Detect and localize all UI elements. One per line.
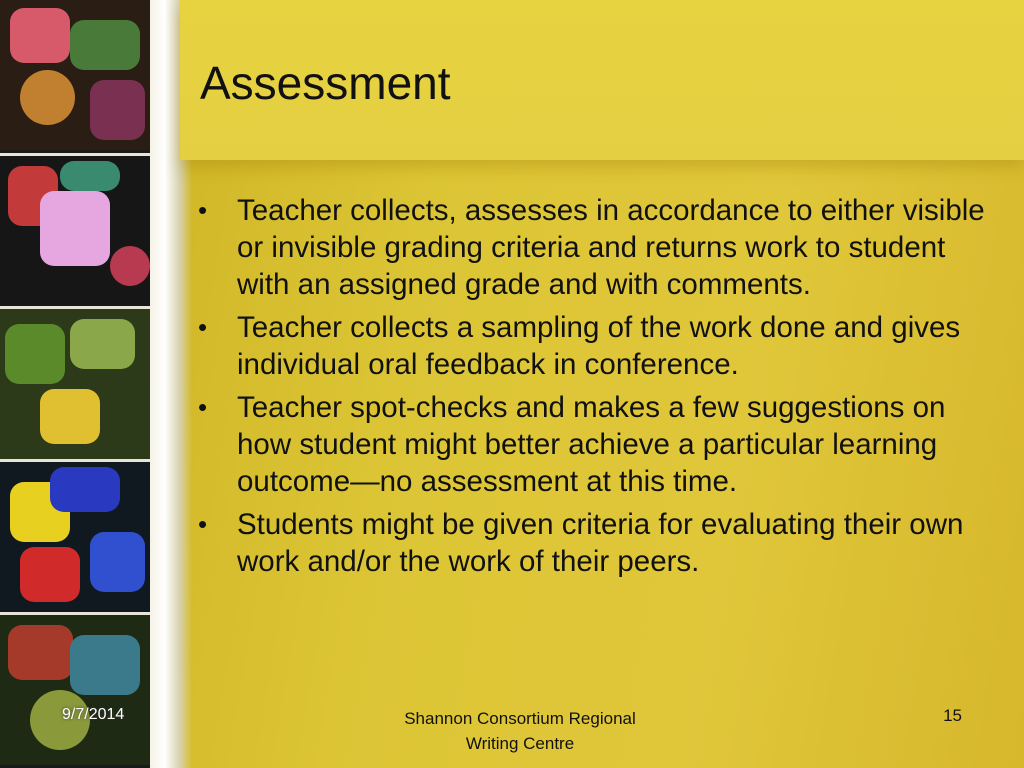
footer-org-line1: Shannon Consortium Regional	[404, 709, 636, 728]
footer-date: 9/7/2014	[62, 706, 125, 723]
bullet-text: Teacher spot-checks and makes a few suggestions on how student might better achieve a particular learning outcome—no assessment at this time.	[237, 391, 946, 498]
bullet-icon: •	[198, 312, 208, 342]
slide-footer	[0, 698, 1024, 768]
puzzle-tile	[0, 153, 160, 306]
bullet-list	[196, 192, 996, 586]
puzzle-collage-image	[0, 0, 160, 768]
page-number: 15	[943, 706, 962, 725]
puzzle-tile	[0, 0, 160, 150]
puzzle-tile	[0, 306, 160, 459]
footer-org-line2: Writing Centre	[465, 734, 575, 753]
bullet-icon: •	[198, 195, 208, 225]
slide-title: Assessment	[200, 57, 451, 109]
bullet-item	[196, 389, 996, 500]
footer-organization	[360, 706, 680, 756]
bullet-text: Students might be given criteria for evaluating their own work and/or the work of their peers.	[237, 508, 964, 578]
bullet-icon: •	[198, 509, 208, 539]
bullet-item	[196, 309, 996, 383]
bullet-item	[196, 506, 996, 580]
puzzle-tile	[0, 459, 160, 612]
bullet-item	[196, 192, 996, 303]
bullet-text: Teacher collects a sampling of the work done and gives individual oral feedback in conference.	[237, 311, 961, 381]
bullet-text: Teacher collects, assesses in accordance to either visible or invisible grading criteria and returns work to student with an assigned grade and with comments.	[237, 194, 985, 301]
bullet-icon: •	[198, 392, 208, 422]
